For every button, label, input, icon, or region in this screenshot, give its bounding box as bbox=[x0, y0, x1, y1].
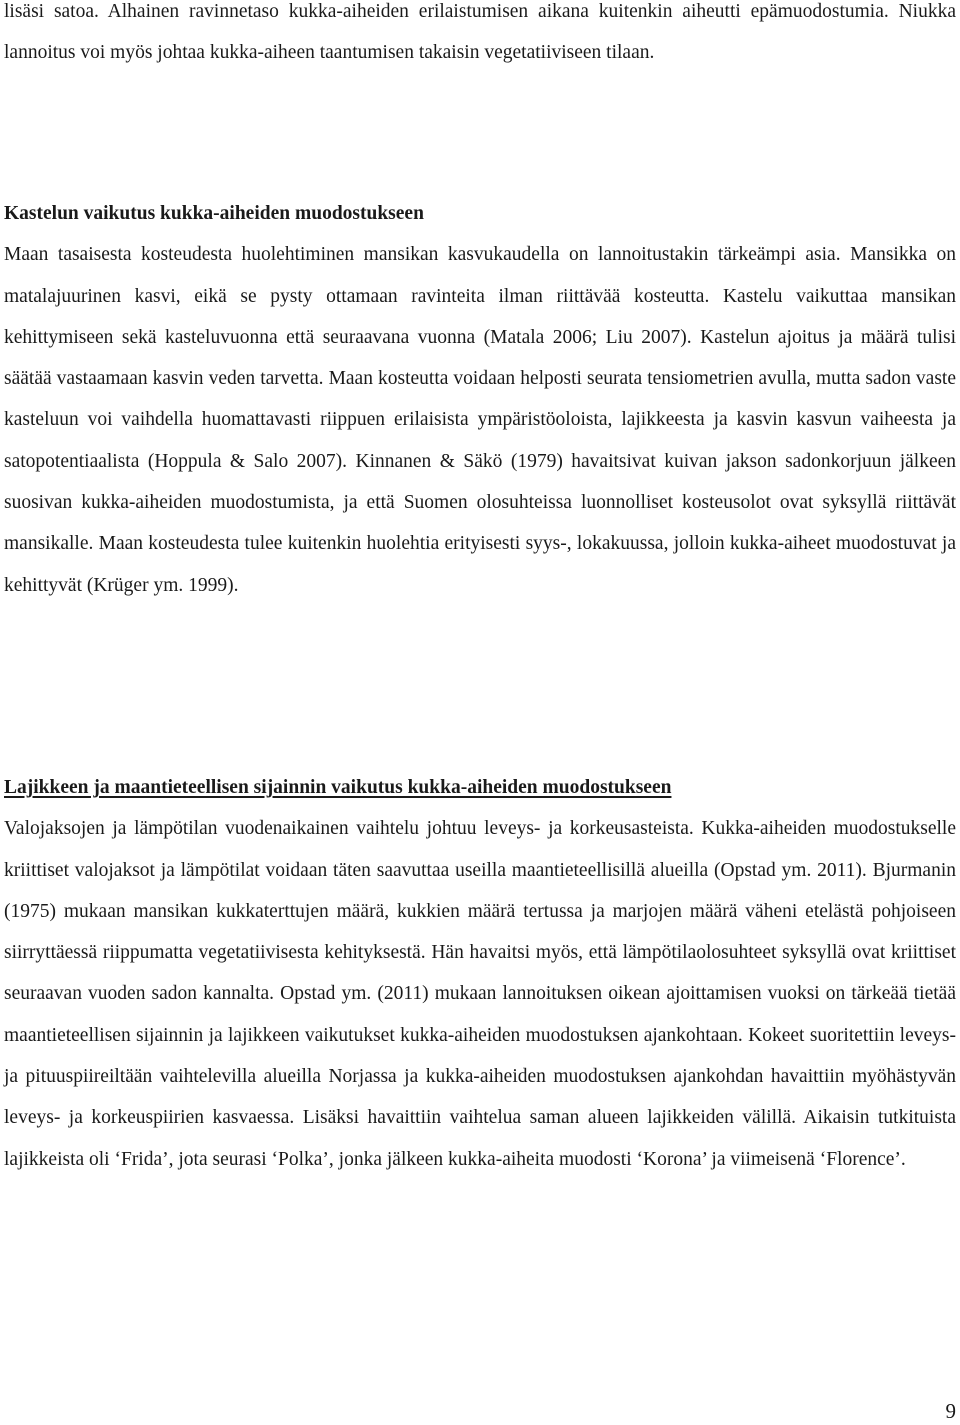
section-paragraph-cultivar-location: Valojaksojen ja lämpötilan vuodenaikainen vaihtelu johtuu leveys- ja korkeusasteista. Kukka-aiheiden muodostukselle kriittiset valojaksot ja lämpötilat voidaan täten saavuttaa useilla maantieteellisillä alueilla (Opstad ym. 2011). Bjurmanin (1975) mukaan mansikan kukkaterttujen määrä, kukkien määrä tertussa ja marjojen määrä väheni etelästä pohjoiseen siirryttäessä riippumatta vegetatiivisesta kehityksestä. Hän havaitsi myös, että lämpötilaolosuhteet syksyllä ovat kriittiset seuraavan vuoden sadon kannalta. Opstad ym. (2011) mukaan lannoituksen oikean ajoittamisen vuoksi on tärkeää tietää maantieteellisen sijainnin ja lajikkeen vaikutukset kukka-aiheiden muodostuksen ajankohtaan. Kokeet suoritettiin leveys- ja pituuspiireiltään vaihtelevilla alueilla Norjassa ja kukka-aiheiden muodostuksen ajankohdan havaittiin myöhästyvän leveys- ja korkeuspiirien kasvaessa. Lisäksi havaittiin vaihtelua saman alueen lajikkeiden välillä. Aikaisin tutkituista lajikkeista oli ‘Frida’, jota seurasi ‘Polka’, jonka jälkeen kukka-aiheita muodosti ‘Korona’ ja viimeisenä ‘Florence’. bbox=[4, 818, 956, 1170]
section-heading-cultivar-location: Lajikkeen ja maantieteellisen sijainnin vaikutus kukka-aiheiden muodostukseen bbox=[4, 777, 672, 798]
section-irrigation bbox=[4, 193, 956, 606]
section-cultivar-location bbox=[4, 767, 956, 1180]
intro-block bbox=[4, 0, 956, 74]
page-number: 9 bbox=[945, 1399, 956, 1423]
section-heading-irrigation: Kastelun vaikutus kukka-aiheiden muodostukseen bbox=[4, 203, 424, 224]
intro-paragraph: lisäsi satoa. Alhainen ravinnetaso kukka-aiheiden erilaistumisen aikana kuitenkin aiheutti epämuodostumia. Niukka lannoitus voi myös johtaa kukka-aiheen taantumisen takaisin vegetatiiviseen tilaan. bbox=[4, 1, 956, 64]
section-paragraph-irrigation: Maan tasaisesta kosteudesta huolehtiminen mansikan kasvukaudella on lannoitustakin tärkeämpi asia. Mansikka on matalajuurinen kasvi, eikä se pysty ottamaan ravinteita ilman riittävää kosteutta. Kastelu vaikuttaa mansikan kehittymiseen sekä kasteluvuonna että seuraavana vuonna (Matala 2006; Liu 2007). Kastelun ajoitus ja määrä tulisi säätää vastaamaan kasvin veden tarvetta. Maan kosteutta voidaan helposti seurata tensiometrien avulla, mutta sadon vaste kasteluun voi vaihdella huomattavasti riippuen erilaisista ympäristöoloista, lajikkeesta ja kasvin kasvun vaiheesta ja satopotentiaalista (Hoppula & Salo 2007). Kinnanen & Säkö (1979) havaitsivat kuivan jakson sadonkorjuun jälkeen suosivan kukka-aiheiden muodostumista, ja että Suomen olosuhteissa luonnolliset kosteusolot ovat syksyllä riittävät mansikalle. Maan kosteudesta tulee kuitenkin huolehtia erityisesti syys-, lokakuussa, jolloin kukka-aiheet muodostuvat ja kehittyvät (Krüger ym. 1999). bbox=[4, 244, 956, 596]
